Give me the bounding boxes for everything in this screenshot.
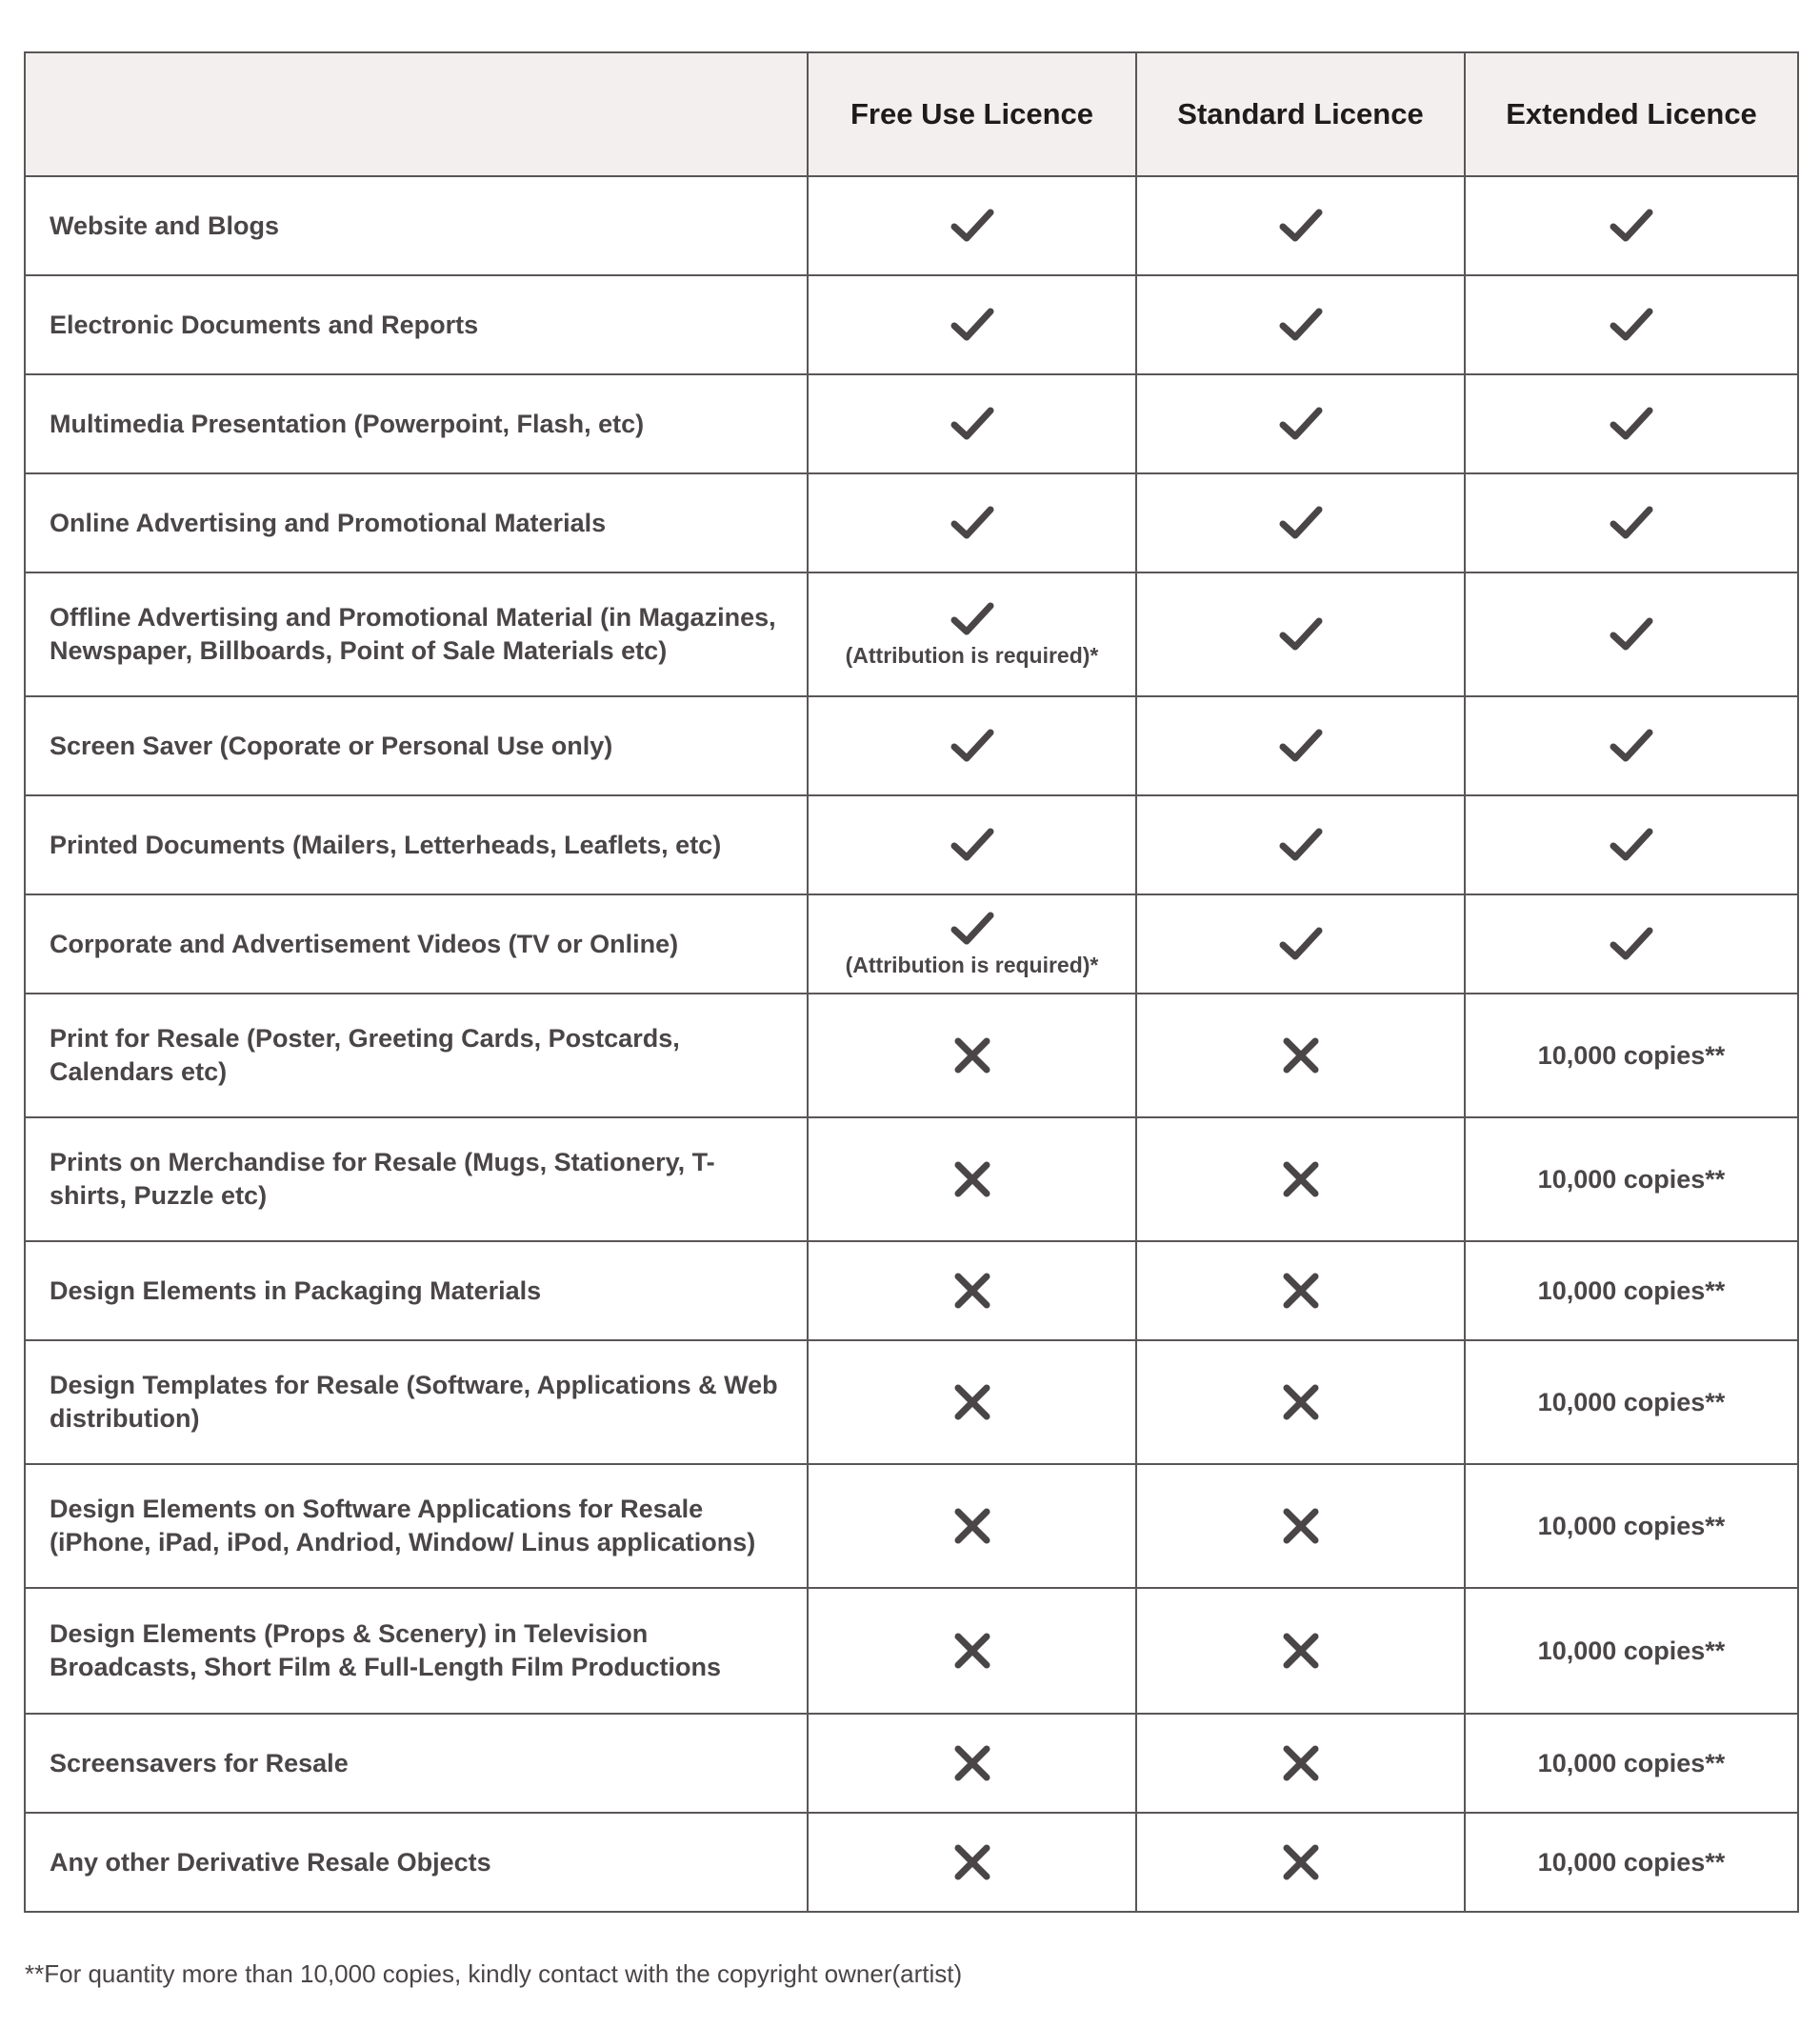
cell-extended [1465, 1588, 1798, 1714]
usage-label: Design Elements on Software Applications for Resale (iPhone, iPad, iPod, Andriod, Window/ Linus applications) [25, 1464, 808, 1588]
cell-standard [1136, 1340, 1465, 1464]
cross-icon [809, 1744, 1135, 1782]
attribution-note: (Attribution is required)* [845, 642, 1099, 668]
checkmark-icon [1466, 307, 1797, 343]
cross-icon [1137, 1744, 1464, 1782]
checkmark-icon [809, 601, 1135, 637]
cross-icon [1137, 1272, 1464, 1310]
cell-extended [1465, 696, 1798, 795]
cell-standard [1136, 894, 1465, 994]
copies-limit: 10,000 copies** [1537, 1387, 1726, 1416]
cell-standard [1136, 176, 1465, 275]
table-body [25, 176, 1798, 1912]
cell-free-use [808, 1588, 1136, 1714]
checkmark-icon [1466, 827, 1797, 863]
checkmark-icon [809, 208, 1135, 244]
cell-extended [1465, 894, 1798, 994]
table-row [25, 1588, 1798, 1714]
table-row [25, 374, 1798, 473]
cell-extended [1465, 1464, 1798, 1588]
cell-extended [1465, 1813, 1798, 1912]
table-row [25, 994, 1798, 1117]
table-row [25, 795, 1798, 894]
table-row [25, 1340, 1798, 1464]
copies-limit: 10,000 copies** [1537, 1511, 1726, 1540]
table-row [25, 1464, 1798, 1588]
cell-extended [1465, 473, 1798, 572]
usage-label: Printed Documents (Mailers, Letterheads, Leaflets, etc) [25, 795, 808, 894]
cell-extended [1465, 994, 1798, 1117]
checkmark-icon [1466, 406, 1797, 442]
copies-limit: 10,000 copies** [1537, 1748, 1726, 1777]
cell-standard [1136, 473, 1465, 572]
checkmark-icon [1137, 406, 1464, 442]
cell-free-use [808, 1813, 1136, 1912]
usage-label: Print for Resale (Poster, Greeting Cards, Postcards, Calendars etc) [25, 994, 808, 1117]
cell-free-use [808, 473, 1136, 572]
checkmark-icon [1466, 505, 1797, 541]
copies-limit: 10,000 copies** [1537, 1164, 1726, 1194]
cell-standard [1136, 696, 1465, 795]
cell-extended [1465, 1340, 1798, 1464]
cell-extended [1465, 572, 1798, 696]
licence-comparison-table [24, 51, 1799, 1913]
cell-free-use [808, 275, 1136, 374]
checkmark-icon [1466, 728, 1797, 764]
cross-icon [1137, 1632, 1464, 1670]
cell-extended [1465, 795, 1798, 894]
cell-free-use [808, 1241, 1136, 1340]
header-corner-cell [25, 52, 808, 176]
cell-standard [1136, 1813, 1465, 1912]
header-extended-licence: Extended Licence [1465, 52, 1798, 176]
cell-free-use [808, 1340, 1136, 1464]
cell-free-use [808, 572, 1136, 696]
usage-label: Online Advertising and Promotional Materials [25, 473, 808, 572]
cell-standard [1136, 1464, 1465, 1588]
cross-icon [809, 1507, 1135, 1545]
cross-icon [1137, 1383, 1464, 1421]
table-row [25, 696, 1798, 795]
usage-label: Any other Derivative Resale Objects [25, 1813, 808, 1912]
cell-extended [1465, 1714, 1798, 1813]
usage-label: Multimedia Presentation (Powerpoint, Flash, etc) [25, 374, 808, 473]
table-row [25, 1714, 1798, 1813]
table-row [25, 1117, 1798, 1241]
copies-limit: 10,000 copies** [1537, 1636, 1726, 1665]
checkmark-icon [1137, 827, 1464, 863]
checkmark-icon [809, 911, 1135, 947]
footnote: **For quantity more than 10,000 copies, kindly contact with the copyright owner(artist) [25, 1959, 963, 1988]
cross-icon [809, 1160, 1135, 1198]
copies-limit: 10,000 copies** [1537, 1040, 1726, 1070]
usage-label: Offline Advertising and Promotional Material (in Magazines, Newspaper, Billboards, Point of Sale Materials etc) [25, 572, 808, 696]
header-free-use-licence: Free Use Licence [808, 52, 1136, 176]
checkmark-icon [809, 307, 1135, 343]
checkmark-icon [1137, 616, 1464, 653]
cell-standard [1136, 1241, 1465, 1340]
copies-limit: 10,000 copies** [1537, 1847, 1726, 1877]
checkmark-icon [1137, 505, 1464, 541]
cell-standard [1136, 994, 1465, 1117]
checkmark-icon [1137, 926, 1464, 962]
cell-free-use [808, 1714, 1136, 1813]
cross-icon [1137, 1160, 1464, 1198]
attribution-note: (Attribution is required)* [845, 952, 1099, 977]
cell-extended [1465, 176, 1798, 275]
cross-icon [1137, 1843, 1464, 1881]
table-row [25, 1241, 1798, 1340]
checkmark-icon [1137, 208, 1464, 244]
cross-icon [1137, 1507, 1464, 1545]
cell-standard [1136, 275, 1465, 374]
table-row [25, 176, 1798, 275]
cell-extended [1465, 374, 1798, 473]
cell-extended [1465, 1117, 1798, 1241]
cell-free-use [808, 994, 1136, 1117]
checkmark-icon [809, 827, 1135, 863]
checkmark-icon [1137, 728, 1464, 764]
cell-extended [1465, 1241, 1798, 1340]
usage-label: Design Elements in Packaging Materials [25, 1241, 808, 1340]
table-row [25, 1813, 1798, 1912]
cell-standard [1136, 1714, 1465, 1813]
checkmark-icon [1466, 616, 1797, 653]
cell-free-use [808, 894, 1136, 994]
cross-icon [809, 1383, 1135, 1421]
table-header [25, 52, 1798, 176]
cell-free-use [808, 176, 1136, 275]
table-row [25, 275, 1798, 374]
copies-limit: 10,000 copies** [1537, 1275, 1726, 1305]
table-row [25, 572, 1798, 696]
cell-free-use [808, 696, 1136, 795]
cell-free-use [808, 795, 1136, 894]
usage-label: Screensavers for Resale [25, 1714, 808, 1813]
usage-label: Prints on Merchandise for Resale (Mugs, Stationery, T-shirts, Puzzle etc) [25, 1117, 808, 1241]
cross-icon [809, 1843, 1135, 1881]
table-row [25, 473, 1798, 572]
cell-extended [1465, 275, 1798, 374]
cell-standard [1136, 374, 1465, 473]
usage-label: Screen Saver (Coporate or Personal Use only) [25, 696, 808, 795]
usage-label: Design Templates for Resale (Software, Applications & Web distribution) [25, 1340, 808, 1464]
checkmark-icon [1137, 307, 1464, 343]
cross-icon [809, 1036, 1135, 1074]
usage-label: Website and Blogs [25, 176, 808, 275]
checkmark-icon [809, 406, 1135, 442]
usage-label: Corporate and Advertisement Videos (TV or Online) [25, 894, 808, 994]
cell-standard [1136, 1117, 1465, 1241]
checkmark-icon [1466, 926, 1797, 962]
usage-label: Electronic Documents and Reports [25, 275, 808, 374]
cross-icon [809, 1632, 1135, 1670]
cell-standard [1136, 795, 1465, 894]
checkmark-icon [809, 728, 1135, 764]
checkmark-icon [809, 505, 1135, 541]
table-row [25, 894, 1798, 994]
cross-icon [1137, 1036, 1464, 1074]
header-standard-licence: Standard Licence [1136, 52, 1465, 176]
cell-free-use [808, 1464, 1136, 1588]
cell-free-use [808, 374, 1136, 473]
checkmark-icon [1466, 208, 1797, 244]
cross-icon [809, 1272, 1135, 1310]
cell-standard [1136, 1588, 1465, 1714]
usage-label: Design Elements (Props & Scenery) in Television Broadcasts, Short Film & Full-Length Film Productions [25, 1588, 808, 1714]
cell-free-use [808, 1117, 1136, 1241]
cell-standard [1136, 572, 1465, 696]
